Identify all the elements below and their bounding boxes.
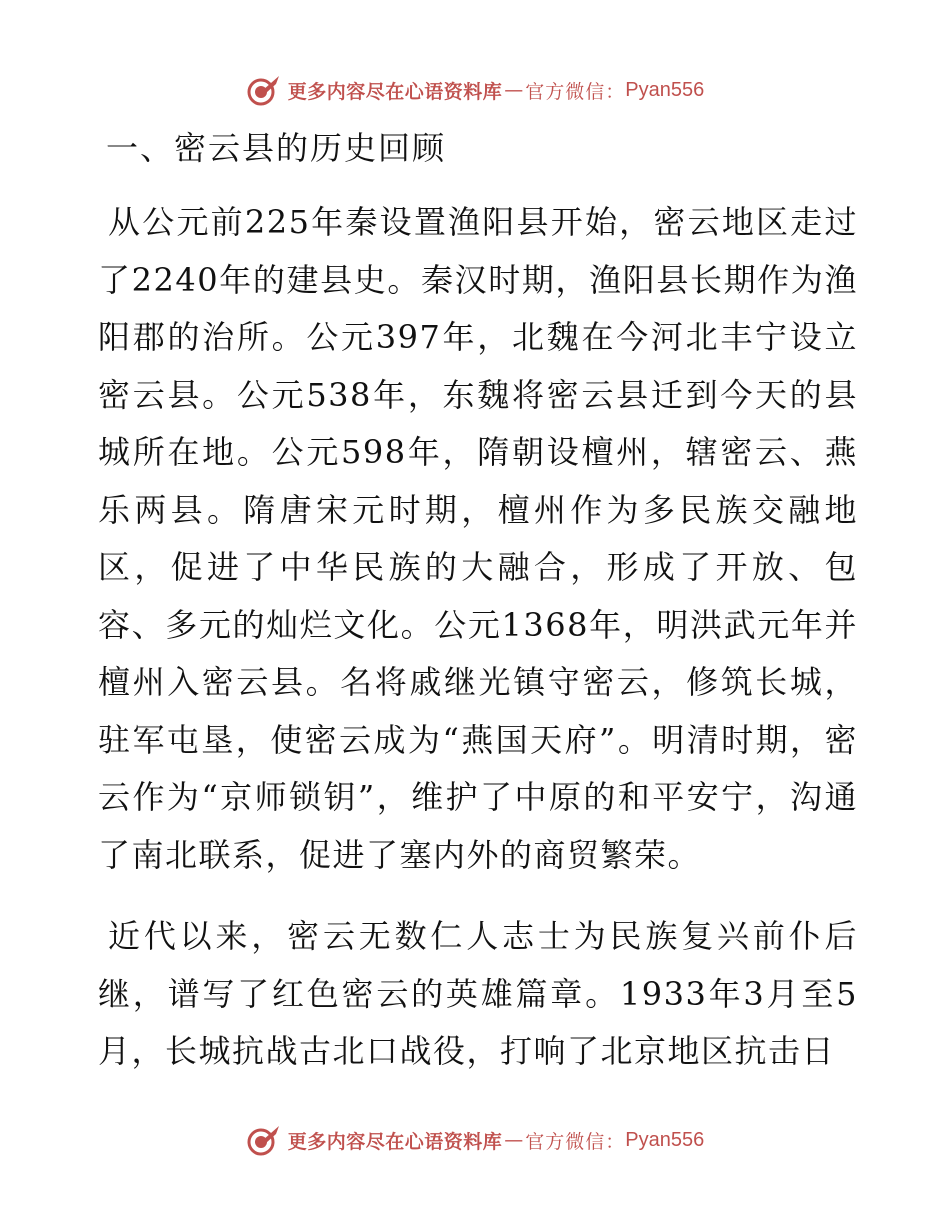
quill-seal-logo-icon [246, 72, 282, 108]
banner-separator: — [504, 79, 524, 101]
banner-wechat-label: 官方微信： [525, 80, 626, 103]
section-heading: 一、密云县的历史回顾 [106, 129, 447, 167]
banner-brand-text: 更多内容尽在心语资料库 [287, 80, 503, 103]
footer-banner [0, 1120, 950, 1160]
paragraph-modern: 近代以来，密云无数仁人志士为民族复兴前仆后继，谱写了红色密云的英雄篇章。1933年3月至5月，长城抗战古北口战役，打响了北京地区抗击日 [98, 917, 858, 1070]
banner-brand-text: 更多内容尽在心语资料库 [287, 1130, 503, 1153]
header-banner [0, 70, 950, 110]
paragraph-history: 从公元前225年秦设置渔阳县开始，密云地区走过了2240年的建县史。秦汉时期，渔阳县长期作为渔阳郡的治所。公元397年，北魏在今河北丰宁设立密云县。公元538年，东魏将密云县迁到今天的县城所在地。公元598年，隋朝设檀州，辖密云、燕乐两县。隋唐宋元时期，檀州作为多民族交融地区，促进了中华民族的大融合，形成了开放、包容、多元的灿烂文化。公元1368年，明洪武元年并檀州入密云县。名将戚继光镇守密云，修筑长城，驻军屯垦，使密云成为“燕国天府”。明清时期，密云作为“京师锁钥”，维护了中原的和平安宁，沟通了南北联系，促进了塞内外的商贸繁荣。 [98, 203, 858, 874]
banner-wechat-id: Pyan556 [625, 78, 705, 101]
banner-wechat-id: Pyan556 [625, 1128, 705, 1151]
banner-separator: — [504, 1129, 524, 1151]
quill-seal-logo-icon [246, 1122, 282, 1158]
banner-wechat-label: 官方微信： [525, 1130, 626, 1153]
